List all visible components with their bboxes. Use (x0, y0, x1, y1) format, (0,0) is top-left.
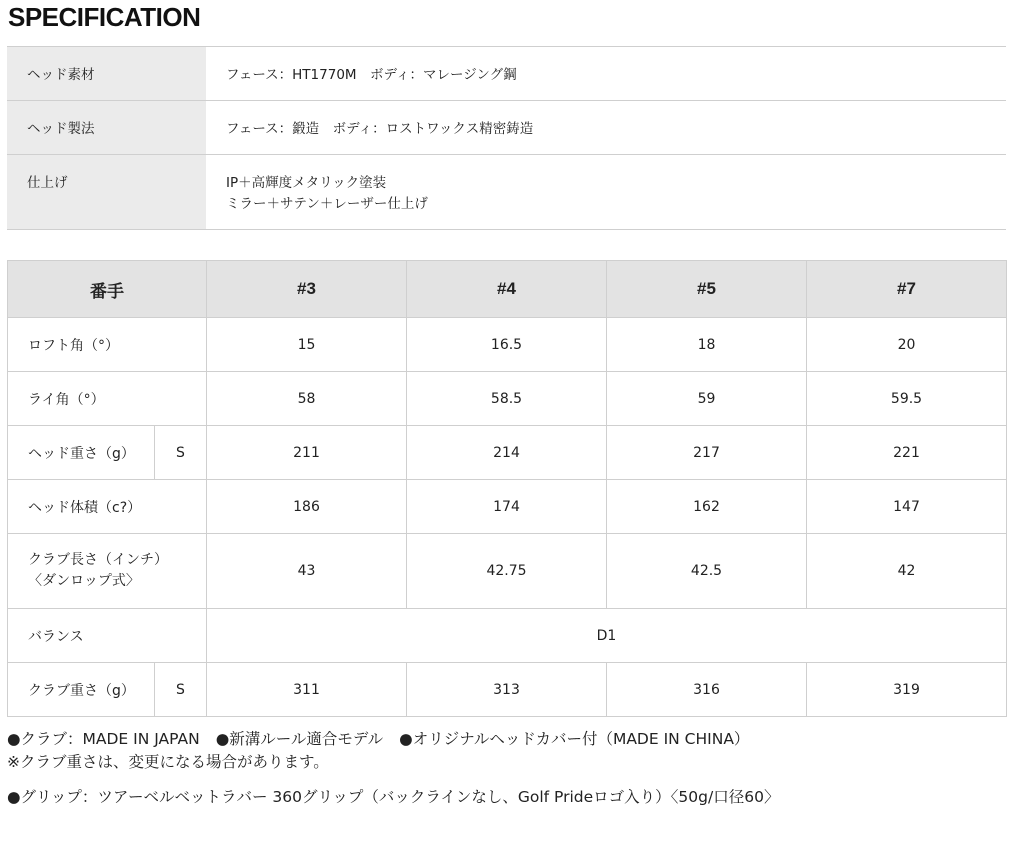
table-cell-span: D1 (207, 609, 1007, 663)
note-grip: ●グリップ：ツアーベルベットラバー 360グリップ（バックラインなし、Golf Prideロゴ入り）〈50g/口径60〉 (7, 788, 780, 806)
table-cell: 15 (207, 318, 407, 372)
spec-row-finish (7, 155, 1006, 230)
table-cell: 42.75 (407, 534, 607, 609)
table-cell: 58 (207, 372, 407, 426)
table-cell: 217 (607, 426, 807, 480)
table-cell: 214 (407, 426, 607, 480)
table-cell: 42 (807, 534, 1007, 609)
flex-label: S (155, 426, 207, 480)
spec-label (7, 47, 206, 101)
col-header-number: 番手 (8, 261, 207, 318)
table-row-loft (8, 318, 1007, 372)
table-cell: 319 (807, 663, 1007, 717)
col-header-7: #7 (807, 261, 1007, 318)
table-cell: 20 (807, 318, 1007, 372)
spec-notes (7, 728, 779, 809)
table-row-lie (8, 372, 1007, 426)
row-label: バランス (8, 609, 207, 663)
table-cell: 43 (207, 534, 407, 609)
table-row-club-length (8, 534, 1007, 609)
page-title: SPECIFICATION (8, 2, 201, 32)
table-cell: 186 (207, 480, 407, 534)
row-label-line: クラブ長さ（インチ） (28, 552, 168, 568)
table-row-club-weight (8, 663, 1007, 717)
row-label: ロフト角（°） (8, 318, 207, 372)
note-line: ※クラブ重さは、変更になる場合があります。 (7, 753, 329, 771)
table-header-row (8, 261, 1007, 318)
spec-label (7, 101, 206, 155)
head-spec-table (7, 46, 1006, 230)
note-line (7, 728, 779, 751)
table-row-head-volume (8, 480, 1007, 534)
note-headcover: ●オリジナルヘッドカバー付（MADE IN CHINA） (399, 730, 750, 748)
spec-row-head-material (7, 47, 1006, 101)
spec-label (7, 155, 206, 230)
row-label: クラブ重さ（g） (8, 663, 155, 717)
table-cell: 59.5 (807, 372, 1007, 426)
col-header-3: #3 (207, 261, 407, 318)
table-cell: 313 (407, 663, 607, 717)
table-cell: 59 (607, 372, 807, 426)
row-label: ヘッド重さ（g） (8, 426, 155, 480)
spec-value (206, 101, 1006, 155)
row-label: ヘッド体積（c?） (8, 480, 207, 534)
table-cell: 42.5 (607, 534, 807, 609)
table-cell: 147 (807, 480, 1007, 534)
col-header-4: #4 (407, 261, 607, 318)
spec-label-text: ヘッド製法 (27, 121, 95, 137)
row-label: ライ角（°） (8, 372, 207, 426)
row-label (8, 534, 207, 609)
spec-row-head-method (7, 101, 1006, 155)
table-cell: 316 (607, 663, 807, 717)
spec-label-text: 仕上げ (27, 175, 68, 191)
flex-label: S (155, 663, 207, 717)
row-label-line: 〈ダンロップ式〉 (28, 573, 140, 589)
table-row-head-weight (8, 426, 1007, 480)
spec-value-text: フェース：鍛造 ボディ：ロストワックス精密鋳造 (226, 121, 534, 137)
spec-value-text: IP＋高輝度メタリック塗装 (226, 175, 387, 191)
spec-value-text: ミラー＋サテン＋レーザー仕上げ (226, 196, 428, 212)
spec-value-text: フェース：HT1770M ボディ：マレージング鋼 (226, 67, 517, 83)
col-header-5: #5 (607, 261, 807, 318)
club-spec-table (7, 260, 1007, 717)
table-cell: 174 (407, 480, 607, 534)
table-row-balance (8, 609, 1007, 663)
table-cell: 211 (207, 426, 407, 480)
spec-value (206, 155, 1006, 230)
spec-label-text: ヘッド素材 (27, 67, 95, 83)
table-cell: 16.5 (407, 318, 607, 372)
note-groove-rule: ●新溝ルール適合モデル (215, 730, 384, 748)
table-cell: 18 (607, 318, 807, 372)
table-cell: 162 (607, 480, 807, 534)
table-cell: 311 (207, 663, 407, 717)
table-cell: 221 (807, 426, 1007, 480)
table-cell: 58.5 (407, 372, 607, 426)
spec-value (206, 47, 1006, 101)
note-made-in: ●クラブ：MADE IN JAPAN (7, 730, 200, 748)
